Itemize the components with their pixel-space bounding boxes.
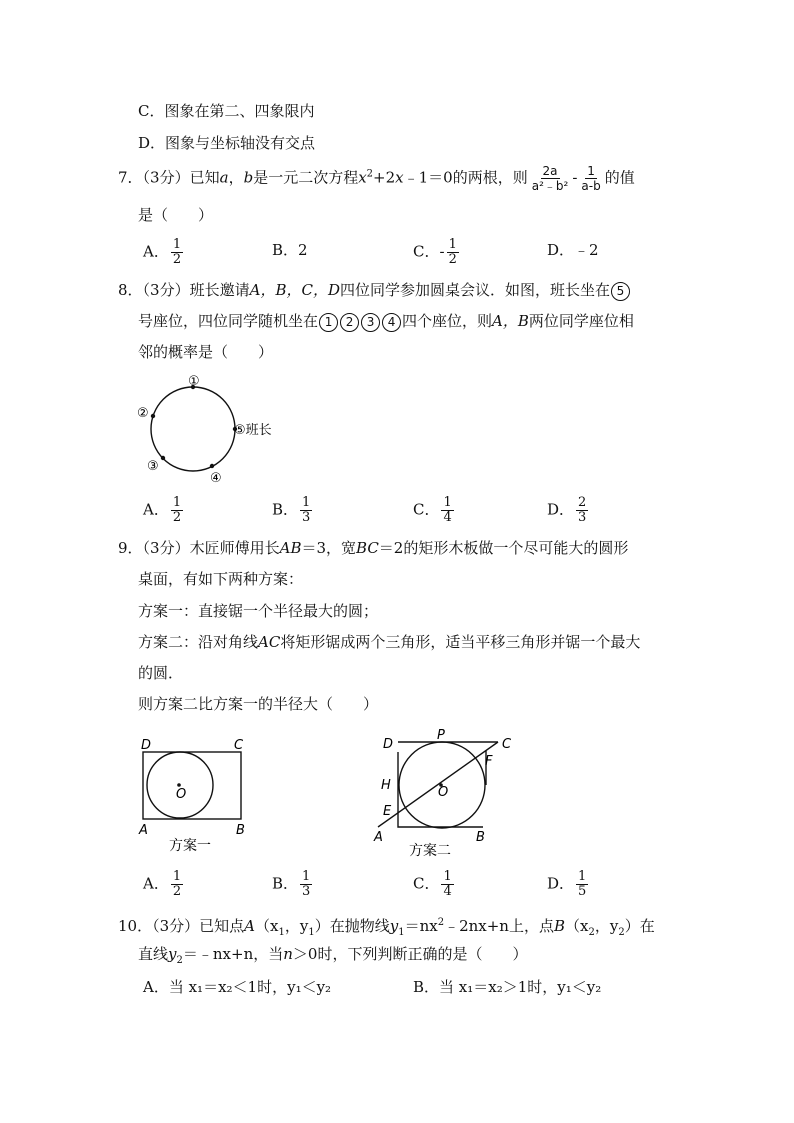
- q9-opt-a-den: 2: [172, 884, 182, 899]
- q10-p2: ，y: [284, 917, 309, 935]
- q9-fig2-label-e: E: [383, 804, 392, 819]
- q9-line6: 则方案二比方案一的半径大（ ）: [138, 695, 379, 713]
- q7-option-a[interactable]: [143, 238, 185, 267]
- q7-text-3: +2: [373, 168, 396, 187]
- q7-number: 7．: [118, 168, 143, 187]
- q8-option-c[interactable]: [413, 496, 456, 525]
- q9-opt-d-den: 5: [578, 884, 587, 899]
- q7-opt-a-num: 1: [172, 237, 182, 252]
- q10-y1: y: [389, 917, 399, 935]
- q10-sub1: 1: [278, 927, 285, 938]
- q9-option-c[interactable]: [413, 870, 456, 899]
- q9-opt-a-frac: [171, 870, 183, 899]
- q8-opt-c-label: C．: [413, 500, 440, 519]
- q8-opt-b-frac: [300, 496, 312, 525]
- q8-seat-3-badge: 3: [361, 313, 380, 332]
- q7-opt-a-den: 2: [172, 252, 182, 267]
- q10-y1-sub: 1: [398, 927, 405, 938]
- q10-eq3: ＝﹣nx+n: [182, 945, 254, 963]
- q9-fig1-label-b: B: [236, 823, 245, 838]
- q7-opt-c-sign: -: [439, 242, 445, 261]
- q8-seat-2-dot: [151, 414, 155, 418]
- q10-stem: [118, 913, 655, 943]
- q10-q3: ）在: [624, 917, 655, 935]
- q9-fig2-label-d: D: [383, 737, 394, 752]
- q9-bc: BC: [356, 539, 379, 557]
- q7-frac1-den: a²﹣b²: [531, 179, 569, 193]
- q9-opt-d-frac: [576, 870, 588, 899]
- q9-fig2-label-c: C: [502, 737, 512, 752]
- q8-round-table-figure: [130, 370, 290, 490]
- q8-option-d[interactable]: [547, 496, 590, 525]
- q9-line4-b: 将矩形锯成两个三角形，适当平移三角形并锯一个最大: [280, 633, 641, 651]
- q10-point-b: B: [554, 917, 566, 935]
- q9-opt-d-num: 1: [578, 869, 587, 884]
- q8-stem-line2: [138, 311, 634, 332]
- q7-minus: -: [572, 168, 578, 187]
- q10-eq1: ＝nx: [404, 917, 438, 935]
- q8-seat-4-badge: 4: [382, 313, 401, 332]
- q9-fig1-label-c: C: [234, 738, 244, 753]
- q9-opt-c-num: 1: [443, 869, 452, 884]
- q7-var-b: b: [243, 168, 254, 187]
- q8-opt-a-den: 2: [172, 510, 182, 525]
- q9-ac: AC: [258, 633, 281, 651]
- q10-line2-b: ，当: [253, 945, 284, 963]
- q8-label-5: ⑤班长: [234, 423, 272, 438]
- q7-var-x: x: [358, 168, 367, 187]
- q9-line5: 的圆．: [138, 664, 184, 682]
- q8-opt-b-num: 1: [302, 495, 311, 510]
- q9-text-2: ＝3，宽: [301, 539, 357, 557]
- q7-text-2: 是一元二次方程: [253, 168, 359, 187]
- q8-seat-5-badge: 5: [611, 282, 630, 301]
- q9-opt-d-label: D．: [547, 874, 575, 893]
- q9-opt-b-den: 3: [302, 884, 311, 899]
- q9-option-b[interactable]: [272, 870, 314, 899]
- q7-comma: ，: [228, 168, 244, 187]
- q8-number: 8．: [118, 281, 143, 299]
- q9-scheme-two-figure: [368, 725, 528, 865]
- q9-score: （3分）: [142, 539, 190, 557]
- q7-option-c[interactable]: [413, 238, 461, 267]
- q8-opt-d-label: D．: [547, 500, 575, 519]
- q10-p1: （x: [255, 917, 279, 935]
- q9-fig2-label-a: A: [374, 830, 383, 845]
- q9-opt-b-label: B．: [272, 874, 299, 893]
- q10-line2-c: ＞0时，下列判断正确的是（ ）: [292, 945, 528, 963]
- q7-exp: 2: [366, 168, 374, 180]
- q9-fig2-label-b: B: [476, 830, 485, 845]
- q9-line4-a: 方案二：沿对角线: [138, 633, 259, 651]
- q8-text-2: 四位同学参加圆桌会议．如图，班长坐在: [339, 281, 610, 299]
- q9-fig2-caption: 方案二: [409, 843, 451, 859]
- q10-option-a[interactable]: A．当 x₁＝x₂＜1时，y₁＜y₂: [143, 978, 332, 996]
- q8-score: （3分）: [142, 281, 190, 299]
- q8-opt-c-frac: [441, 496, 453, 525]
- q9-opt-a-num: 1: [172, 869, 182, 884]
- q7-opt-c-den: 2: [448, 252, 457, 267]
- q7-text-5: 的值: [604, 168, 635, 187]
- q9-line2: 桌面，有如下两种方案：: [138, 570, 304, 588]
- q6-option-c[interactable]: C．图象在第二、四象限内: [138, 102, 315, 120]
- q9-opt-c-den: 4: [443, 884, 452, 899]
- q7-stem-line2: 是（ ）: [138, 206, 214, 224]
- q9-opt-c-label: C．: [413, 874, 440, 893]
- q8-line2-b: 四个座位，则: [402, 312, 493, 330]
- q8-opt-d-num: 2: [578, 495, 587, 510]
- q9-fig1-label-o: O: [176, 787, 187, 802]
- q8-seat-1-badge: 1: [319, 313, 338, 332]
- q7-opt-c-num: 1: [448, 237, 457, 252]
- q9-scheme-one-figure: [135, 735, 265, 860]
- q10-sq: 2: [437, 917, 445, 928]
- q10-text-1: 已知点: [199, 917, 245, 935]
- q10-number: 10．: [118, 917, 153, 935]
- q10-qs1: 2: [588, 927, 595, 938]
- q10-stem-line2: [138, 944, 527, 971]
- q9-opt-b-num: 1: [302, 869, 311, 884]
- q9-line4: [138, 632, 640, 652]
- q10-sub2: 1: [308, 927, 315, 938]
- q9-fig2-label-p: P: [437, 728, 445, 743]
- q8-seat-2-badge: 2: [340, 313, 359, 332]
- q8-seat-4-dot: [210, 464, 214, 468]
- q7-option-b[interactable]: B．2: [272, 241, 308, 259]
- q8-opt-b-label: B．: [272, 500, 299, 519]
- q10-option-b[interactable]: B．当 x₁＝x₂＞1时，y₁＜y₂: [413, 978, 602, 996]
- q8-opt-a-num: 1: [172, 495, 182, 510]
- q7-option-d[interactable]: D．﹣2: [547, 241, 599, 259]
- q10-p3: ）在抛物线: [314, 917, 390, 935]
- q9-fig2-label-o: O: [438, 785, 449, 800]
- q8-stem-line3: 邻的概率是（ ）: [138, 343, 274, 361]
- q10-y2: y: [168, 945, 177, 963]
- q9-number: 9．: [118, 539, 143, 557]
- q8-stem: [118, 280, 631, 301]
- q8-label-1: ①: [188, 374, 200, 389]
- q9-opt-c-frac: [441, 870, 453, 899]
- q8-ab: A，B: [492, 312, 529, 330]
- q7-text-4: ﹣1＝0的两根，则: [403, 168, 528, 187]
- q8-opt-a-label: A．: [143, 500, 169, 519]
- q8-opt-d-den: 3: [578, 510, 587, 525]
- q8-opt-a-frac: [171, 496, 183, 525]
- q10-score: （3分）: [152, 917, 200, 935]
- q7-opt-a-label: A．: [143, 242, 169, 261]
- q10-eq2: ﹣2nx+n: [444, 917, 509, 935]
- q8-line2-a: 号座位，四位同学随机坐在: [138, 312, 319, 330]
- q9-opt-b-frac: [300, 870, 312, 899]
- q9-fig1-caption: 方案一: [169, 838, 211, 854]
- q8-opt-d-frac: [576, 496, 588, 525]
- q7-opt-c-frac: [447, 238, 459, 267]
- q8-opt-c-den: 4: [443, 510, 452, 525]
- q8-line2-c: 两位同学座位相: [528, 312, 634, 330]
- q9-text-1: 木匠师傅用长: [189, 539, 280, 557]
- q10-line2-a: 直线: [138, 945, 169, 963]
- q7-opt-c-label: C．: [413, 242, 440, 261]
- q9-option-a[interactable]: [143, 870, 185, 899]
- q9-ab: AB: [279, 539, 302, 557]
- q8-names: A，B，C，D: [249, 281, 340, 299]
- q7-fraction-1: [530, 164, 571, 193]
- q7-var-a: a: [219, 168, 229, 187]
- q7-text-1: 已知: [189, 168, 220, 187]
- q9-fig1-label-d: D: [141, 738, 152, 753]
- q9-fig2-label-h: H: [381, 778, 391, 793]
- q10-text-2: 上，点: [508, 917, 554, 935]
- q9-text-3: ＝2的矩形木板做一个尽可能大的圆形: [378, 539, 629, 557]
- q8-label-4: ④: [210, 471, 222, 486]
- q8-option-b[interactable]: [272, 496, 314, 525]
- q7-opt-a-frac: [171, 238, 183, 267]
- q7-stem: [118, 164, 635, 193]
- q9-stem: [118, 538, 628, 558]
- q8-opt-c-num: 1: [443, 495, 452, 510]
- q8-label-2: ②: [137, 406, 149, 421]
- q10-point-a: A: [244, 917, 255, 935]
- q8-opt-b-den: 3: [302, 510, 311, 525]
- q8-label-3: ③: [147, 459, 159, 474]
- q8-text-1: 班长邀请: [189, 281, 250, 299]
- q7-fraction-2: [579, 164, 602, 193]
- q10-qs2: 2: [618, 927, 625, 938]
- q7-frac2-den: a-b: [581, 179, 601, 193]
- q7-frac1-num: 2a: [542, 164, 558, 178]
- q8-option-a[interactable]: [143, 496, 185, 525]
- q9-line3: 方案一：直接锯一个半径最大的圆；: [138, 602, 379, 620]
- q10-q2: ，y: [594, 917, 619, 935]
- q7-frac2-num: 1: [587, 164, 595, 178]
- q10-y2-sub: 2: [176, 955, 183, 966]
- q6-option-d[interactable]: D．图象与坐标轴没有交点: [138, 134, 316, 152]
- q9-fig1-label-a: A: [139, 823, 148, 838]
- q9-option-d[interactable]: [547, 870, 590, 899]
- q10-q1: （x: [565, 917, 589, 935]
- q8-seat-3-dot: [161, 456, 165, 460]
- q10-n: n: [283, 945, 293, 963]
- q9-opt-a-label: A．: [143, 874, 169, 893]
- q9-fig2-label-f: F: [485, 754, 493, 769]
- q7-var-x2: x: [395, 168, 404, 187]
- q7-score: （3分）: [142, 168, 190, 187]
